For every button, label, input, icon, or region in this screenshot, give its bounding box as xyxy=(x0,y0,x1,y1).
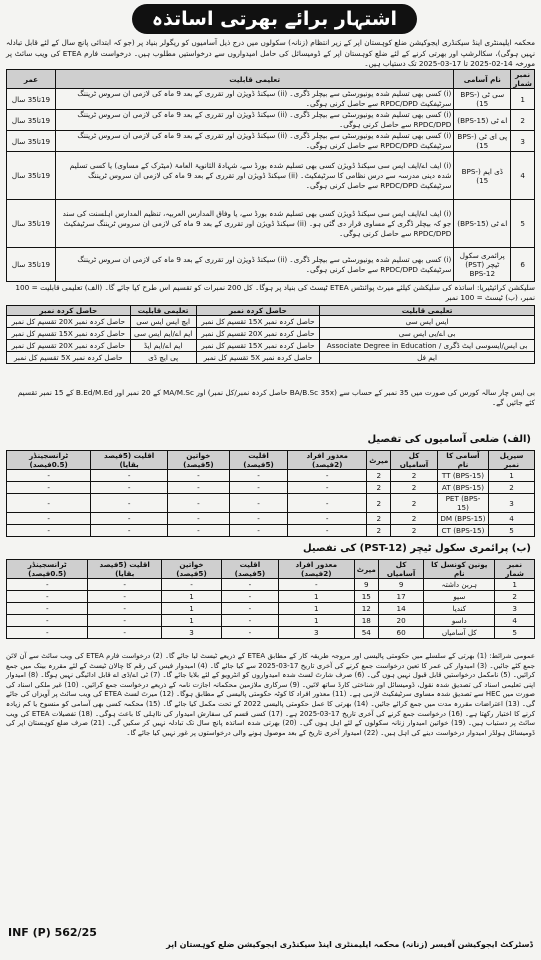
posts-header-row xyxy=(7,70,535,89)
table-row xyxy=(7,89,535,110)
district-posts-table xyxy=(6,450,535,537)
col-serial: نمبر شمار xyxy=(495,560,535,579)
col-minority-remaining: اقلیت (5فیصد بقایا) xyxy=(91,451,168,470)
cell: 4 xyxy=(489,513,535,525)
col-post: آسامی کا نام xyxy=(437,451,488,470)
cell: TT (BPS-15) xyxy=(437,470,488,482)
cell: 1 xyxy=(278,603,354,615)
cell: سیو xyxy=(424,591,495,603)
cell: - xyxy=(91,470,168,482)
cell: - xyxy=(167,470,229,482)
marks-cell: حاصل کردہ نمبر 20X تقسیم کل نمبر xyxy=(7,316,131,328)
row-age: 19تا35 سال xyxy=(7,248,56,282)
cell: 4 xyxy=(495,615,535,627)
cell: - xyxy=(161,579,221,591)
row-qualification: (i) کسی بھی تسلیم شدہ یونیورسٹی سے بیچلر ڈگری۔ (ii) سیکنڈ ڈویژن اور تقرری کے بعد 9 ماہ کی لازمی ان سروس ٹریننگ RPDC/DPD سے حاصل کرنی ہوگی۔ xyxy=(56,110,454,131)
col-marks: حاصل کردہ نمبر xyxy=(7,306,131,316)
cell: 1 xyxy=(278,615,354,627)
row-post: پی ای ٹی (BPS-15) xyxy=(454,131,511,152)
row-age: 19تا35 سال xyxy=(7,200,56,248)
cell: - xyxy=(7,470,91,482)
row-qualification: (i) ایف اے/ایف ایس سی سیکنڈ ڈویژن کسی بھی تسلیم شدہ بورڈ سے، یا وفاق المدارس العربیہ، تنظیم المدارس اہلسنت کی سند جو کہ بیچلر ڈگری کے مساوی قرار دی گئی ہو۔ (ii) سیکنڈ ڈویژن اور تقرری کے بعد 9 ماہ کی لازمی ان سروس ٹریننگ سرٹیفکیٹ RPDC/DPD سے حاصل کرنی ہوگی۔ xyxy=(56,200,454,248)
cell: - xyxy=(167,513,229,525)
row-post: اے ٹی (BPS-15) xyxy=(454,200,511,248)
cell: 1 xyxy=(161,603,221,615)
marks-cell: حاصل کردہ نمبر 5X تقسیم کل نمبر xyxy=(7,352,131,364)
cell: 2 xyxy=(391,513,437,525)
cell: - xyxy=(167,525,229,537)
merit-header-row xyxy=(7,306,535,316)
cell: 17 xyxy=(378,591,423,603)
reference-number: INF (P) 562/25 xyxy=(8,926,97,939)
cell: - xyxy=(7,482,91,494)
cell: 2 xyxy=(391,525,437,537)
marks-cell: حاصل کردہ نمبر 20X تقسیم کل نمبر xyxy=(196,328,320,340)
row-age: 19تا35 سال xyxy=(7,110,56,131)
cell: - xyxy=(7,579,88,591)
table-row xyxy=(7,352,535,364)
issuing-office: ڈسٹرکٹ ایجوکیشن آفیسر (زنانہ) محکمہ ایلیمنٹری اینڈ سیکنڈری ایجوکیشن ضلع کوہستان اپر xyxy=(166,940,533,949)
cell: CT (BPS-15) xyxy=(437,525,488,537)
col-total: کل آسامیاں xyxy=(378,560,423,579)
row-qualification: (i) ایف اے/ایف ایس سی سیکنڈ ڈویژن کسی بھی تسلیم شدہ بورڈ سے، شہادۃ الثانویۃ العامۃ (میٹرک کے مساوی) یا کسی تسلیم شدہ دینی مدرسہ سے درس نظامی کا سرٹیفکیٹ۔ (ii) سیکنڈ ڈویژن اور تقرری کے بعد 9 ماہ کی لازمی ان سروس ٹریننگ سرٹیفکیٹ RPDC/DPD سے حاصل کرنی ہوگی۔ xyxy=(56,152,454,200)
row-qualification: (i) کسی بھی تسلیم شدہ یونیورسٹی سے بیچلر ڈگری۔ (ii) سیکنڈ ڈویژن اور تقرری کے بعد 9 ماہ کی لازمی ان سروس ٹریننگ سرٹیفکیٹ RPDC/DPD سے حاصل کرنی ہوگی۔ xyxy=(56,131,454,152)
cell: - xyxy=(91,494,168,513)
cell: 15 xyxy=(354,591,378,603)
col-qualification: تعلیمی قابلیت xyxy=(130,306,196,316)
section-b-title: (ب) پرائمری سکول ٹیچر (PST-12) کی تفصیل xyxy=(302,543,531,554)
intro-paragraph: محکمہ ایلیمنٹری اینڈ سیکنڈری ایجوکیشن ضلع کوہستان اپر کے زیر انتظام (زنانہ) سکولوں میں درج ذیل آسامیوں کو ریگولر بنیاد پر (جو کہ ابتدائی پانچ سال کے لئے قابل تبادلہ نہیں ہوگی)، سکالرشپ اور بھرتی کرنے کے لئے ضلع کوہستان اپر کے ڈومیسائل کی حامل امیدواروں سے درخواستیں مطلوب ہیں۔ درخواست فارم ETEA کی ویب سائٹ پر مورخہ 14-02-2025 تا 17-03-2025 تک دستیاب ہیں۔ xyxy=(6,38,535,68)
table-row xyxy=(7,615,535,627)
qualification-cell: پی ایچ ڈی xyxy=(130,352,196,364)
cell: - xyxy=(7,603,88,615)
section-a-title: (الف) ضلعی آسامیوں کی تفصیل xyxy=(367,434,531,445)
cell: 2 xyxy=(391,470,437,482)
row-post: اے ٹی (BPS-15) xyxy=(454,110,511,131)
posts-table xyxy=(6,69,535,282)
cell: - xyxy=(7,615,88,627)
table-row xyxy=(7,482,535,494)
cell: 2 xyxy=(489,482,535,494)
cell: 18 xyxy=(354,615,378,627)
cell: 5 xyxy=(495,627,535,639)
col-minority-remaining: اقلیت (5فیصد بقایا) xyxy=(88,560,161,579)
marks-cell: حاصل کردہ نمبر 15X تقسیم کل نمبر xyxy=(7,328,131,340)
col-total: کل آسامیاں xyxy=(391,451,437,470)
cell: کل آسامیاں xyxy=(424,627,495,639)
cell: - xyxy=(88,627,161,639)
cell: - xyxy=(167,482,229,494)
qualification-cell: بی اے/بی ایس سی xyxy=(320,328,535,340)
table-row xyxy=(7,340,535,352)
marks-cell: حاصل کردہ نمبر 15X تقسیم کل نمبر xyxy=(196,340,320,352)
pst-header-row xyxy=(7,560,535,579)
cell: 54 xyxy=(354,627,378,639)
cell: - xyxy=(91,482,168,494)
col-union-council: یونین کونسل کا نام xyxy=(424,560,495,579)
table-row xyxy=(7,316,535,328)
cell: 2 xyxy=(391,494,437,513)
cell: 20 xyxy=(378,615,423,627)
cell: - xyxy=(288,513,367,525)
cell: - xyxy=(88,591,161,603)
cell: - xyxy=(288,494,367,513)
cell: - xyxy=(222,579,279,591)
cell: - xyxy=(278,579,354,591)
row-serial: 5 xyxy=(511,200,535,248)
cell: - xyxy=(222,591,279,603)
table-row xyxy=(7,152,535,200)
qualification-cell: ایچ ایس ایس سی xyxy=(130,316,196,328)
col-age: عمر xyxy=(7,70,56,89)
cell: - xyxy=(88,603,161,615)
col-qualification: تعلیمی قابلیت xyxy=(56,70,454,89)
cell: 3 xyxy=(161,627,221,639)
col-disabled: معذور افراد (2فیصد) xyxy=(278,560,354,579)
table-row xyxy=(7,579,535,591)
col-qualification: تعلیمی قابلیت xyxy=(320,306,535,316)
row-age: 19تا35 سال xyxy=(7,152,56,200)
cell: ہربن داشتہ xyxy=(424,579,495,591)
cell: - xyxy=(7,627,88,639)
col-disabled: معذور افراد (2فیصد) xyxy=(288,451,367,470)
cell: - xyxy=(222,627,279,639)
col-women: خواتین (5فیصد) xyxy=(161,560,221,579)
table-row xyxy=(7,131,535,152)
cell: 1 xyxy=(161,591,221,603)
table-row xyxy=(7,328,535,340)
cell: 2 xyxy=(367,494,391,513)
cell: - xyxy=(88,615,161,627)
col-transgender: ٹرانسجینڈر (0.5فیصد) xyxy=(7,560,88,579)
col-post: نام آسامی xyxy=(454,70,511,89)
cell: - xyxy=(88,579,161,591)
cell: 60 xyxy=(378,627,423,639)
cell: کندیا xyxy=(424,603,495,615)
qualification-cell: بی ایس/ایسوسی ایٹ ڈگری / Associate Degree in Education xyxy=(320,340,535,352)
table-row xyxy=(7,248,535,282)
col-transgender: ٹرانسجینڈر (0.5فیصد) xyxy=(7,451,91,470)
cell: - xyxy=(222,603,279,615)
cell: 3 xyxy=(278,627,354,639)
page-title: اشتہار برائے بھرتی اساتذہ xyxy=(132,4,417,34)
cell: DM (BPS-15) xyxy=(437,513,488,525)
cell: - xyxy=(288,482,367,494)
cell: AT (BPS-15) xyxy=(437,482,488,494)
row-serial: 3 xyxy=(511,131,535,152)
cell: 2 xyxy=(367,513,391,525)
qualification-cell: ایم اے/ایم ایس سی xyxy=(130,328,196,340)
cell: - xyxy=(7,525,91,537)
cell: 3 xyxy=(489,494,535,513)
col-marks: حاصل کردہ نمبر xyxy=(196,306,320,316)
row-age: 19تا35 سال xyxy=(7,89,56,110)
col-minority: اقلیت (5فیصد) xyxy=(229,451,287,470)
cell: 3 xyxy=(495,603,535,615)
cell: - xyxy=(288,525,367,537)
marks-cell: حاصل کردہ نمبر 20X تقسیم کل نمبر xyxy=(7,340,131,352)
col-merit: میرٹ xyxy=(367,451,391,470)
cell: 1 xyxy=(489,470,535,482)
cell: 9 xyxy=(354,579,378,591)
cell: 1 xyxy=(161,615,221,627)
cell: - xyxy=(229,525,287,537)
cell: - xyxy=(222,615,279,627)
row-serial: 6 xyxy=(511,248,535,282)
row-serial: 1 xyxy=(511,89,535,110)
row-serial: 2 xyxy=(511,110,535,131)
marks-cell: حاصل کردہ نمبر 5X تقسیم کل نمبر xyxy=(196,352,320,364)
col-merit: میرٹ xyxy=(354,560,378,579)
col-minority: اقلیت (5فیصد) xyxy=(222,560,279,579)
cell: - xyxy=(229,513,287,525)
row-qualification: (i) کسی بھی تسلیم شدہ یونیورسٹی سے بیچلر ڈگری۔ (ii) سیکنڈ ڈویژن اور تقرری کے بعد 9 ماہ کی لازمی ان سروس ٹریننگ سرٹیفکیٹ RPDC/DPD سے حاصل کرنی ہوگی۔ xyxy=(56,248,454,282)
table-row xyxy=(7,525,535,537)
cell: 2 xyxy=(495,591,535,603)
general-terms: عمومی شرائط: (1) بھرتی کے سلسلے میں حکومتی پالیسی اور مروجہ طریقہ کار کے مطابق ETEA کے ذریعے ٹیسٹ لیا جائے گا۔ (2) درخواست فارم ETEA کی ویب سائٹ سے آن لائن جمع کئے جائیں۔ (3) امیدوار کی عمر کا تعین درخواست جمع کرنے کی آخری تاریخ 17-03-2025 سے کیا جائے گا۔ (4) امیدوار فیس کی رقم کا چالان ٹیسٹ کے لئے مقررہ بینک میں جمع کرائیں۔ (5) نامکمل درخواستیں قابل قبول نہیں ہوں گی۔ (6) صرف شارٹ لسٹ شدہ امیدواروں کو انٹرویو کے لئے بلایا جائے گا۔ (7) ٹی اے/ڈی اے قابل ادائیگی نہیں ہوگا۔ (8) امیدوار اپنی تعلیمی اسناد کی تصدیق شدہ نقول، ڈومیسائل اور شناختی کارڈ ساتھ لائیں۔ (9) سرکاری ملازمین محکمانہ اجازت نامہ کے ذریعے درخواست جمع کرائیں۔ (10) غیر ملکی اسناد کی صورت میں HEC سے تصدیق شدہ مساوی سرٹیفکیٹ لازمی ہے۔ (11) معذور افراد کا کوٹہ حکومتی پالیسی کے مطابق ہوگا۔ (12) میرٹ لسٹ ETEA کی ویب سائٹ پر آویزاں کی جائے گی۔ (13) اعتراضات مقررہ مدت میں جمع کرائے جائیں۔ (14) بھرتی کا عمل حکومتی پالیسی 2022 کے تحت مکمل کیا جائے گا۔ (15) محکمہ کسی بھی آسامی کو منسوخ یا کم زیادہ کرنے کا اختیار رکھتا ہے۔ (16) درخواست جمع کرنے کی آخری تاریخ 17-03-2025 ہے۔ (17) کسی قسم کی سفارش امیدوار کی نااہلی کا باعث ہوگی۔ (18) تفصیلات ETEA کی ویب سائٹ پر دستیاب ہیں۔ (19) خواتین امیدوار زنانہ سکولوں کے لئے اہل ہوں گی۔ (20) بھرتی شدہ اساتذہ پانچ سال تک تبادلہ نہیں کر سکیں گی۔ (21) صرف ضلع کوہستان اپر کی ڈومیسائل ہولڈر امیدوار درخواست دینے کی اہل ہیں۔ (22) امیدوار آخری تاریخ کے بعد موصول ہونے والی درخواستوں پر غور نہیں کیا جائے گا۔ xyxy=(6,652,536,737)
cell: 14 xyxy=(378,603,423,615)
merit-table xyxy=(6,305,535,364)
row-age: 19تا35 سال xyxy=(7,131,56,152)
qualification-cell: ایس ایس سی xyxy=(320,316,535,328)
cell: 12 xyxy=(354,603,378,615)
merit-footnote: بی ایس چار سالہ کورس کی صورت میں 35 نمبر کے حساب سے (BA/B.Sc 35x حاصل کردہ نمبر/کل نمبر) اور MA/M.Sc کے 20 نمبر اور B.Ed/M.Ed کے 15 نمبر تقسیم کئے جائیں گے۔ xyxy=(17,388,535,407)
col-serial: سیریل نمبر xyxy=(489,451,535,470)
cell: 2 xyxy=(367,525,391,537)
merit-note: سلیکشن کرائیٹیریا: اساتذہ کی سلیکشن کیلئے میرٹ پوائنٹس ETEA ٹیسٹ کی بنیاد پر ہوگا۔ کل 200 نمبرات کو تقسیم اس طرح کیا جائے گا۔ (الف) تعلیمی قابلیت = 100 نمبر، (ب) ٹیسٹ = 100 نمبر xyxy=(15,283,535,302)
table-row xyxy=(7,513,535,525)
cell: 9 xyxy=(378,579,423,591)
table-row xyxy=(7,603,535,615)
cell: 2 xyxy=(367,482,391,494)
marks-cell: حاصل کردہ نمبر 15X تقسیم کل نمبر xyxy=(196,316,320,328)
cell: - xyxy=(167,494,229,513)
cell: - xyxy=(229,494,287,513)
row-post: ڈی ایم (BPS-15) xyxy=(454,152,511,200)
row-post: پرائمری سکول ٹیچر (PST) BPS-12 xyxy=(454,248,511,282)
cell: - xyxy=(91,525,168,537)
cell: - xyxy=(7,494,91,513)
cell: 2 xyxy=(367,470,391,482)
table-row xyxy=(7,110,535,131)
district-header-row xyxy=(7,451,535,470)
col-women: خواتین (5فیصد) xyxy=(167,451,229,470)
cell: - xyxy=(7,591,88,603)
table-row xyxy=(7,470,535,482)
row-qualification: (i) کسی بھی تسلیم شدہ یونیورسٹی سے بیچلر ڈگری۔ (ii) سیکنڈ ڈویژن اور تقرری کے بعد 9 ماہ کی لازمی ان سروس ٹریننگ سرٹیفکیٹ RPDC/DPD سے حاصل کرنی ہوگی۔ xyxy=(56,89,454,110)
cell: 2 xyxy=(391,482,437,494)
qualification-cell: ایم فل xyxy=(320,352,535,364)
row-serial: 4 xyxy=(511,152,535,200)
cell: - xyxy=(7,513,91,525)
cell: - xyxy=(288,470,367,482)
pst-posts-table xyxy=(6,559,535,639)
cell: - xyxy=(229,470,287,482)
cell: - xyxy=(229,482,287,494)
table-row xyxy=(7,627,535,639)
table-row xyxy=(7,591,535,603)
cell: PET (BPS-15) xyxy=(437,494,488,513)
cell: داسو xyxy=(424,615,495,627)
cell: - xyxy=(91,513,168,525)
cell: 5 xyxy=(489,525,535,537)
cell: 1 xyxy=(278,591,354,603)
row-post: سی ٹی (BPS-15) xyxy=(454,89,511,110)
qualification-cell: ایم اے/ایم ایڈ xyxy=(130,340,196,352)
cell: 1 xyxy=(495,579,535,591)
col-serial: نمبر شمار xyxy=(511,70,535,89)
table-row xyxy=(7,494,535,513)
table-row xyxy=(7,200,535,248)
